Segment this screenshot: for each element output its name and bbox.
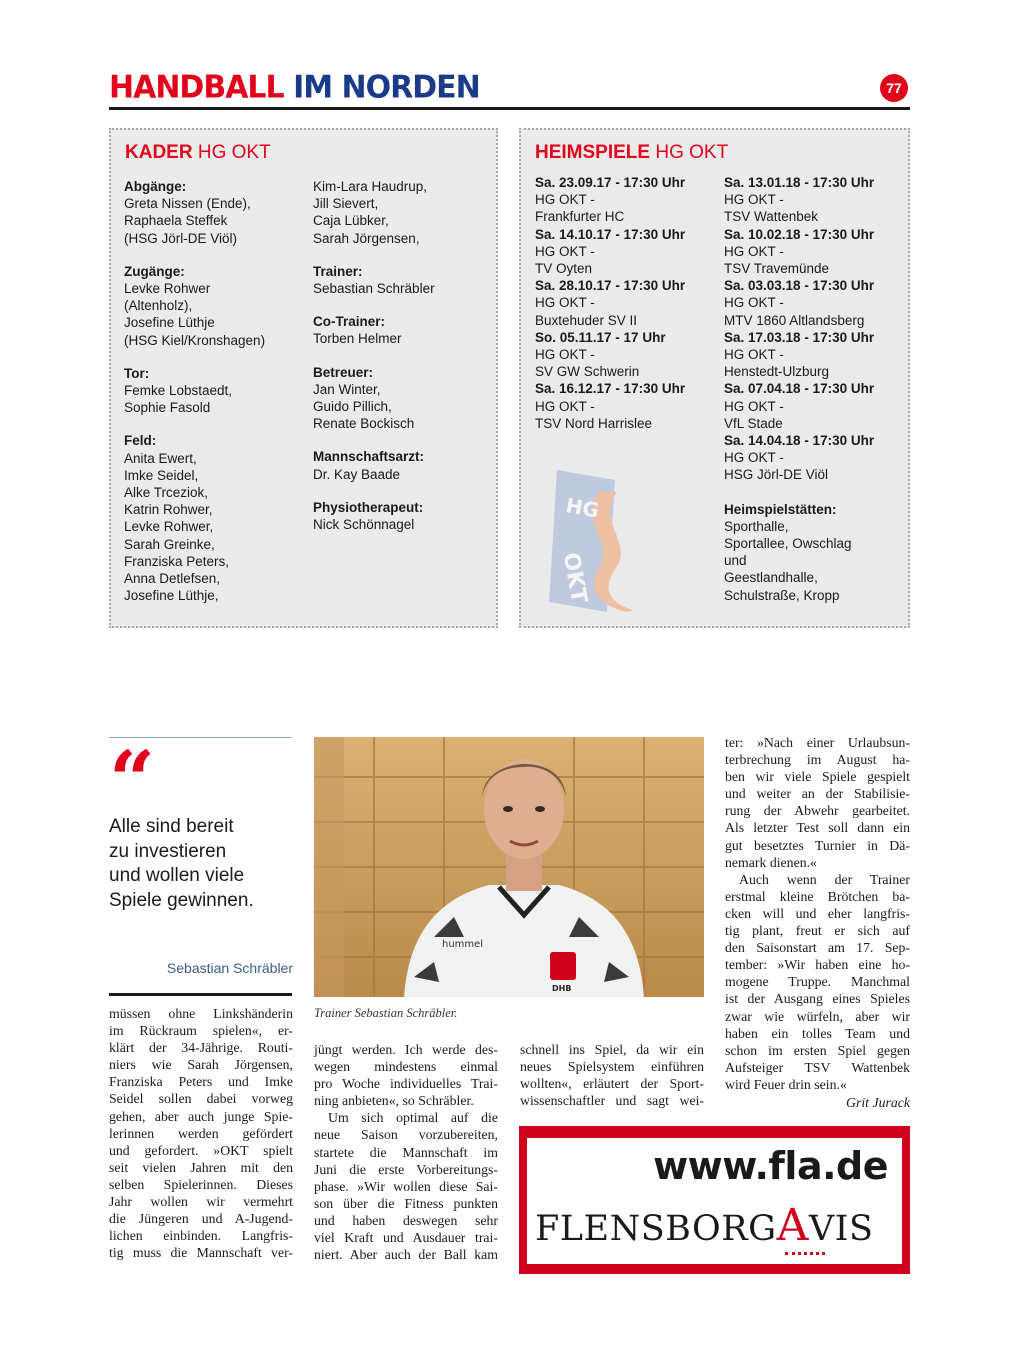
kader-column-2 <box>313 178 493 549</box>
article-line: selben Spielerinnen. Dieses <box>109 1176 293 1192</box>
ad-dots <box>785 1252 825 1256</box>
article-line: schon im ersten Spiel gegen <box>725 1042 910 1058</box>
fixture-item <box>724 380 904 432</box>
article-line: die Jüngeren und A-Jugend- <box>109 1211 293 1227</box>
article-line: Franziska Peters und Imke <box>109 1074 293 1090</box>
article-line: lerinnen werden gefördert <box>109 1125 293 1141</box>
article-line: haben ein tolles Team und <box>725 1025 910 1041</box>
article-line: Als letzter Test soll dann ein <box>725 820 910 836</box>
article-line: neues Spielsystem einführen <box>520 1059 704 1075</box>
roster-entry: Anita Ewert, <box>124 450 197 466</box>
roster-entry: Torben Helmer <box>313 331 402 347</box>
fixture-opponent: TSV Nord Harrislee <box>535 415 653 431</box>
article-line: und weiter an der Stabilisie- <box>725 786 910 802</box>
roster-entry: Sarah Greinke, <box>124 536 215 552</box>
roster-entry: Greta Nissen (Ende), <box>124 196 251 212</box>
article-column-3 <box>520 1041 704 1109</box>
roster-entry: Sophie Fasold <box>124 400 211 416</box>
article-column-1 <box>109 1005 293 1261</box>
article-column-4 <box>725 734 910 1111</box>
article-line: niers wie Sarah Jörgensen, <box>109 1057 293 1073</box>
fixture-date: Sa. 17.03.18 - 17:30 Uhr <box>724 329 875 345</box>
roster-entry: Imke Seidel, <box>124 467 199 483</box>
quote-mark: “ <box>109 733 156 827</box>
article-line: seit vielen Jahren mit den <box>109 1159 293 1175</box>
article-line: pro Woche individuelles Trai- <box>314 1076 498 1092</box>
article-line: wegen mindestens einmal <box>314 1059 498 1075</box>
roster-group-label: Co-Trainer: <box>313 314 386 330</box>
fixture-home: HG OKT - <box>535 347 595 363</box>
article-line: terbrechung im August ha- <box>725 752 910 768</box>
article-line: und haben deswegen sehr <box>314 1212 498 1228</box>
ad-panel <box>527 1138 902 1264</box>
article-line: den Saisonstart am 17. Sep- <box>725 940 910 956</box>
article-line: und gefordert. »OKT spielt <box>109 1142 293 1158</box>
roster-group-label: Zugänge: <box>124 263 185 279</box>
fixture-home: HG OKT - <box>724 192 784 208</box>
fixture-home: HG OKT - <box>724 398 784 414</box>
article-line: zwar wie würfeln, aber wir <box>725 1008 910 1024</box>
roster-entry: Josefine Lüthje, <box>124 588 219 604</box>
article-line: Um sich optimal auf die <box>328 1110 498 1126</box>
article-line: Aufsteiger TSV Wattenbek <box>725 1059 910 1075</box>
roster-group <box>313 448 493 482</box>
roster-group <box>313 178 493 247</box>
fixture-date: Sa. 14.10.17 - 17:30 Uhr <box>535 226 686 242</box>
roster-group <box>124 263 304 349</box>
fixture-item <box>535 174 715 226</box>
roster-group-label: Betreuer: <box>313 364 374 380</box>
ad-url[interactable]: www.fla.de <box>653 1144 888 1188</box>
fixture-date: Sa. 14.04.18 - 17:30 Uhr <box>724 433 875 449</box>
article-line: jüngt werden. Ich werde des- <box>314 1042 498 1057</box>
article-line: müssen ohne Linkshänderin <box>109 1006 293 1021</box>
article-line: cken will und eher langfris- <box>725 905 910 921</box>
roster-group <box>313 499 493 533</box>
fixture-home: HG OKT - <box>535 295 595 311</box>
kader-title: KADER HG OKT <box>125 142 271 163</box>
article-line: klärt der 34-Jährige. Routi- <box>109 1040 293 1056</box>
fixture-date: So. 05.11.17 - 17 Uhr <box>535 329 666 345</box>
roster-entry: (HSG Jörl-DE Viöl) <box>124 230 238 246</box>
roster-group <box>313 313 493 347</box>
fixture-home: HG OKT - <box>535 192 595 208</box>
quote-line: und wollen viele <box>109 865 245 886</box>
venue-line: Sporthalle, <box>724 518 789 534</box>
roster-group-label: Abgänge: <box>124 179 187 194</box>
fixture-home: HG OKT - <box>535 243 595 259</box>
heimspiele-box <box>519 128 910 628</box>
fixture-date: Sa. 16.12.17 - 17:30 Uhr <box>535 381 686 397</box>
article-line: tember: »Wir haben eine ho- <box>725 957 910 973</box>
page-number: 77 <box>880 74 908 102</box>
article-line: viel Kraft und Ausdauer trai- <box>314 1230 498 1246</box>
article-line: son über die Fitness punkten <box>314 1195 498 1211</box>
roster-group-label: Trainer: <box>313 263 363 279</box>
flensborg-avis-ad[interactable] <box>519 1126 910 1274</box>
venue-line: Schulstraße, Kropp <box>724 587 840 603</box>
article-line: Juni die erste Vorbereitungs- <box>314 1161 498 1177</box>
article-line: ist der Ausgang eines Spieles <box>725 991 910 1007</box>
article-line: tig plant, freut er sich auf <box>725 923 910 939</box>
article-line: Auch wenn der Trainer <box>739 871 910 887</box>
heimspiele-column-2 <box>724 174 904 620</box>
article-line: rung der Abwehr gearbeitet. <box>725 803 910 819</box>
roster-group <box>313 364 493 433</box>
quote-rule-bottom <box>109 993 292 996</box>
article-line: tig muss die Mannschaft ver- <box>109 1245 293 1261</box>
article-line: lichen einbinden. Langfris- <box>109 1228 293 1244</box>
roster-entry: Katrin Rohwer, <box>124 502 213 518</box>
fixture-opponent: SV GW Schwerin <box>535 364 640 380</box>
hg-okt-logo-watermark <box>537 462 645 622</box>
roster-group <box>124 432 304 604</box>
article-line: ter: »Nach einer Urlaubsun- <box>725 735 910 750</box>
article-line: erstmal kleine Brötchen ba- <box>725 888 910 904</box>
roster-entry: Jan Winter, <box>313 381 381 397</box>
fixture-home: HG OKT - <box>724 450 784 466</box>
article-line: gehen, aber auch junge Spie- <box>109 1108 293 1124</box>
fixture-date: Sa. 10.02.18 - 17:30 Uhr <box>724 226 875 242</box>
roster-entry: Levke Rohwer, <box>124 519 214 535</box>
venue-line: und <box>724 553 747 569</box>
roster-entry: Nick Schönnagel <box>313 517 415 533</box>
article-line: mogene Truppe. Manchmal <box>725 974 910 990</box>
roster-group-label: Feld: <box>124 433 157 449</box>
roster-group <box>313 263 493 297</box>
venues-label: Heimspielstätten: <box>724 501 837 517</box>
roster-entry: Caja Lübker, <box>313 213 389 229</box>
article-line: ning anbieten«, so Schräbler. <box>314 1093 474 1109</box>
article-column-2 <box>314 1041 498 1263</box>
section-title: HANDBALL IM NORDEN <box>109 69 480 106</box>
fixture-date: Sa. 13.01.18 - 17:30 Uhr <box>724 175 875 190</box>
fixture-opponent: VfL Stade <box>724 415 783 431</box>
svg-text:HG: HG <box>563 493 601 523</box>
roster-entry: Femke Lobstaedt, <box>124 383 233 399</box>
roster-group-label: Tor: <box>124 365 150 381</box>
article-line: ben wir viele Spiele gespielt <box>725 769 910 785</box>
article-line: nemark dienen.« <box>725 854 817 870</box>
roster-entry: Franziska Peters, <box>124 553 230 569</box>
fixture-item <box>724 226 904 278</box>
quote-author: Sebastian Schräbler <box>166 960 293 976</box>
fixture-opponent: Frankfurter HC <box>535 209 625 225</box>
roster-entry: Dr. Kay Baade <box>313 466 401 482</box>
article-line: phase. »Wir wollen diese Sai- <box>314 1178 498 1194</box>
svg-text:hummel: hummel <box>442 939 484 950</box>
fixture-opponent: TV Oyten <box>535 261 593 277</box>
roster-entry: Sebastian Schräbler <box>313 281 435 297</box>
roster-entry: Anna Detlefsen, <box>124 571 221 587</box>
fixture-opponent: Buxtehuder SV II <box>535 312 638 328</box>
roster-entry: Levke Rohwer <box>124 281 211 297</box>
roster-entry: Kim-Lara Haudrup, <box>313 179 428 194</box>
roster-entry: (HSG Kiel/Kronshagen) <box>124 332 266 348</box>
fixture-home: HG OKT - <box>724 295 784 311</box>
article-line: neue Saison vorzubereiten, <box>314 1127 498 1143</box>
fixture-opponent: TSV Travemünde <box>724 261 830 277</box>
fixture-item <box>724 329 904 381</box>
article-line: startete die Mannschaft im <box>314 1144 498 1160</box>
fixture-item <box>535 277 715 329</box>
fixture-opponent: TSV Wattenbek <box>724 209 819 225</box>
article-line: gut besetztes Turnier in Dä- <box>725 837 910 853</box>
page-header <box>109 68 910 110</box>
ad-brand: FLENSBORGAVIS <box>535 1200 874 1251</box>
svg-text:OKT: OKT <box>557 550 592 606</box>
roster-group <box>124 365 304 417</box>
fixture-date: Sa. 03.03.18 - 17:30 Uhr <box>724 278 875 294</box>
roster-entry: Sarah Jörgensen, <box>313 230 420 246</box>
fixture-item <box>535 226 715 278</box>
quote-line: Spiele gewinnen. <box>109 889 254 911</box>
svg-text:DHB: DHB <box>552 984 572 993</box>
fixture-date: Sa. 28.10.17 - 17:30 Uhr <box>535 278 686 294</box>
venues <box>724 501 904 604</box>
quote-line: Alle sind bereit <box>109 816 234 837</box>
article-line: Seidel sollen dabei vorweg <box>109 1091 293 1107</box>
fixture-opponent: MTV 1860 Altlandsberg <box>724 312 865 328</box>
photo-caption: Trainer Sebastian Schräbler. <box>314 1006 458 1020</box>
fixture-item <box>535 329 715 381</box>
article-line: niert. Aber auch der Ball kam <box>314 1247 498 1263</box>
heimspiele-column-1 <box>535 174 715 432</box>
roster-group <box>124 178 304 247</box>
trainer-photo <box>314 737 704 997</box>
roster-entry: Renate Bockisch <box>313 416 415 432</box>
venue-line: Geestlandhalle, <box>724 570 818 586</box>
article-line: im Rückraum spielen«, er- <box>109 1023 293 1039</box>
roster-entry: Josefine Lüthje <box>124 315 215 331</box>
pull-quote <box>109 815 299 913</box>
fixture-home: HG OKT - <box>724 347 784 363</box>
fixture-date: Sa. 07.04.18 - 17:30 Uhr <box>724 381 875 397</box>
article-author: Grit Jurack <box>846 1094 910 1110</box>
roster-entry: Guido Pillich, <box>313 399 392 415</box>
roster-entry: Alke Trceziok, <box>124 485 209 501</box>
venue-line: Sportallee, Owschlag <box>724 536 852 552</box>
fixture-home: HG OKT - <box>724 243 784 259</box>
roster-entry: Raphaela Steffek <box>124 213 228 229</box>
fixture-opponent: HSG Jörl-DE Viöl <box>724 467 829 483</box>
roster-group-label: Mannschaftsarzt: <box>313 449 425 465</box>
article-line: wird Feuer drin sein.« <box>725 1076 847 1092</box>
fixture-item <box>724 277 904 329</box>
kader-box <box>109 128 498 628</box>
article-line: schnell ins Spiel, da wir ein <box>520 1042 704 1057</box>
roster-entry: Jill Sievert, <box>313 196 379 212</box>
roster-group-label: Physiotherapeut: <box>313 499 424 515</box>
article-line: Jahr wollen wir vermehrt <box>109 1194 293 1210</box>
fixture-date: Sa. 23.09.17 - 17:30 Uhr <box>535 175 686 190</box>
heimspiele-title: HEIMSPIELE HG OKT <box>535 142 729 163</box>
fixture-item <box>724 174 904 226</box>
roster-entry: (Altenholz), <box>124 298 193 314</box>
fixture-home: HG OKT - <box>535 398 595 414</box>
quote-line: zu investieren <box>109 840 227 862</box>
fixture-item <box>535 380 715 432</box>
article-line: wissenschaftler und sagt wei- <box>520 1093 704 1109</box>
fixture-item <box>724 432 904 484</box>
article-line: wollten«, erläutert der Sport- <box>520 1076 704 1092</box>
kader-column-1 <box>124 178 304 620</box>
fixture-opponent: Henstedt-Ulzburg <box>724 364 830 380</box>
